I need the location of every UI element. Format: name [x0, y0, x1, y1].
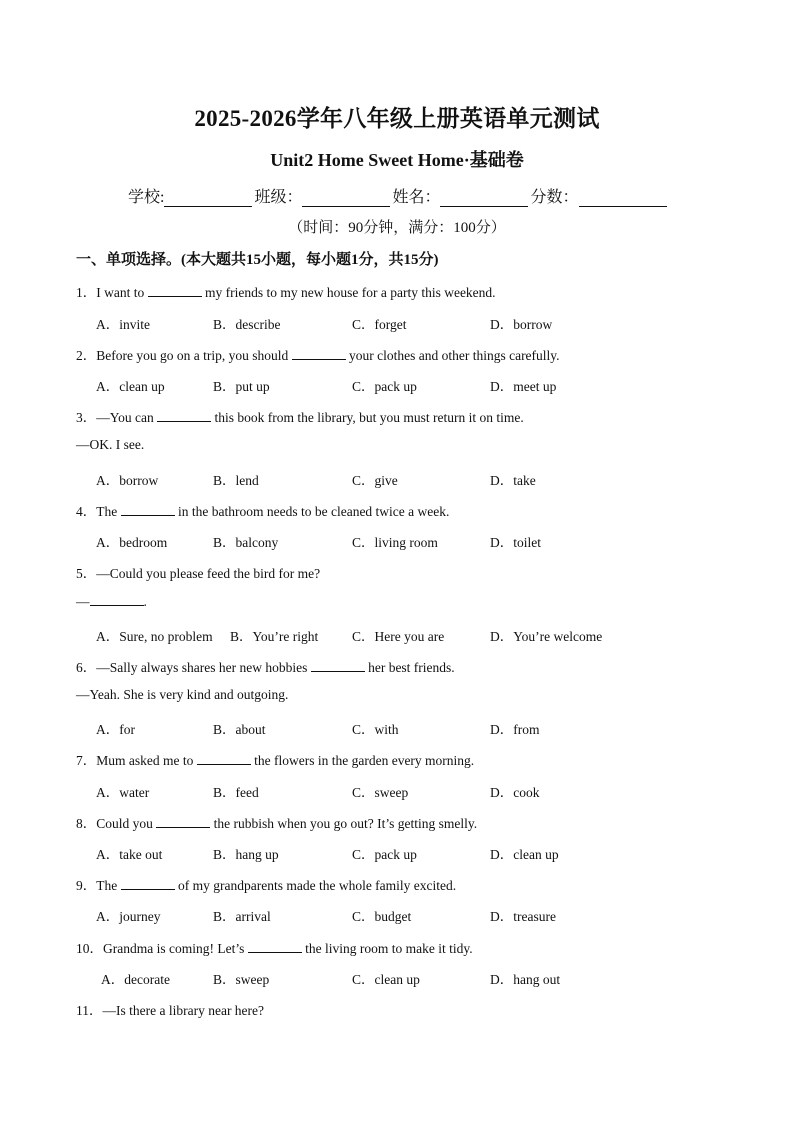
option-c[interactable]: C．pack up	[352, 379, 417, 394]
option-d[interactable]: D．hang out	[490, 972, 561, 987]
score-field[interactable]	[579, 190, 667, 207]
option-a[interactable]: A．water	[96, 785, 150, 800]
option-d[interactable]: D．take	[490, 473, 536, 488]
school-label: 学校:	[128, 189, 165, 206]
option-b[interactable]: B．You’re right	[230, 629, 319, 644]
option-a[interactable]: A．bedroom	[96, 535, 168, 550]
option-d[interactable]: D．cook	[490, 785, 540, 800]
option-b[interactable]: B．lend	[213, 473, 259, 488]
section-title: 一、单项选择。(本大题共15小题，每小题1分，共15分)	[76, 252, 439, 268]
question-10: 10．Grandma is coming! Let’s the living room to make it tidy.	[76, 941, 473, 956]
option-c[interactable]: C．give	[352, 473, 398, 488]
option-c[interactable]: C．budget	[352, 909, 412, 924]
option-c[interactable]: C．with	[352, 722, 399, 737]
option-a[interactable]: A．for	[96, 722, 135, 737]
option-a[interactable]: A．clean up	[96, 379, 165, 394]
answer-blank[interactable]	[248, 940, 302, 953]
answer-blank[interactable]	[156, 815, 210, 828]
question-3: 3．—You can this book from the library, but you must return it on time.	[76, 410, 524, 425]
time-note: （时间：90分钟，满分：100分）	[288, 220, 506, 236]
option-a[interactable]: A．invite	[96, 317, 150, 332]
option-b[interactable]: B．sweep	[213, 972, 270, 987]
answer-blank[interactable]	[148, 284, 202, 297]
answer-blank[interactable]	[197, 752, 251, 765]
option-a[interactable]: A．take out	[96, 847, 163, 862]
option-d[interactable]: D．You’re welcome	[490, 629, 603, 644]
option-d[interactable]: D．treasure	[490, 909, 556, 924]
option-b[interactable]: B．put up	[213, 379, 270, 394]
option-c[interactable]: C．pack up	[352, 847, 417, 862]
option-c[interactable]: C．forget	[352, 317, 407, 332]
option-d[interactable]: D．borrow	[490, 317, 553, 332]
question-4: 4．The in the bathroom needs to be cleaned twice a week.	[76, 504, 450, 519]
option-c[interactable]: C．clean up	[352, 972, 420, 987]
answer-blank[interactable]	[157, 409, 211, 422]
option-a[interactable]: A．journey	[96, 909, 161, 924]
score-label: 分数：	[530, 189, 579, 206]
question-8: 8．Could you the rubbish when you go out? It’s getting smelly.	[76, 816, 478, 831]
school-field[interactable]	[164, 190, 252, 207]
option-d[interactable]: D．toilet	[490, 535, 541, 550]
student-info-line	[128, 184, 669, 207]
question-1: 1．I want to my friends to my new house for a party this weekend.	[76, 285, 496, 300]
answer-blank[interactable]	[90, 593, 144, 606]
question-9: 9．The of my grandparents made the whole family excited.	[76, 878, 457, 893]
option-b[interactable]: B．about	[213, 722, 266, 737]
question-5: 5．—Could you please feed the bird for me?	[76, 566, 321, 581]
question-6: 6．—Sally always shares her new hobbies her best friends.	[76, 660, 455, 675]
option-d[interactable]: D．meet up	[490, 379, 557, 394]
answer-blank[interactable]	[121, 503, 175, 516]
name-label: 姓名：	[392, 189, 441, 206]
answer-blank[interactable]	[292, 347, 346, 360]
question-6-reply: —Yeah. She is very kind and outgoing.	[76, 687, 289, 702]
option-b[interactable]: B．feed	[213, 785, 259, 800]
option-b[interactable]: B．describe	[213, 317, 281, 332]
question-7: 7．Mum asked me to the flowers in the garden every morning.	[76, 753, 475, 768]
question-2: 2．Before you go on a trip, you should your clothes and other things carefully.	[76, 348, 560, 363]
option-b[interactable]: B．balcony	[213, 535, 279, 550]
question-3-reply: —OK. I see.	[76, 437, 145, 452]
option-d[interactable]: D．clean up	[490, 847, 559, 862]
option-b[interactable]: B．hang up	[213, 847, 279, 862]
option-a[interactable]: A．borrow	[96, 473, 159, 488]
option-a[interactable]: A．decorate	[101, 972, 170, 987]
option-d[interactable]: D．from	[490, 722, 540, 737]
option-c[interactable]: C．Here you are	[352, 629, 445, 644]
option-c[interactable]: C．sweep	[352, 785, 409, 800]
option-c[interactable]: C．living room	[352, 535, 438, 550]
option-a[interactable]: A．Sure, no problem	[96, 629, 213, 644]
option-b[interactable]: B．arrival	[213, 909, 271, 924]
page-title: 2025-2026学年八年级上册英语单元测试	[194, 106, 600, 131]
question-11: 11．—Is there a library near here?	[76, 1003, 265, 1018]
answer-blank[interactable]	[121, 877, 175, 890]
name-field[interactable]	[440, 190, 528, 207]
page-subtitle: Unit2 Home Sweet Home·基础卷	[270, 150, 524, 170]
question-5-reply: — .	[76, 594, 147, 609]
class-field[interactable]	[302, 190, 390, 207]
answer-blank[interactable]	[311, 659, 365, 672]
class-label: 班级：	[254, 189, 303, 206]
